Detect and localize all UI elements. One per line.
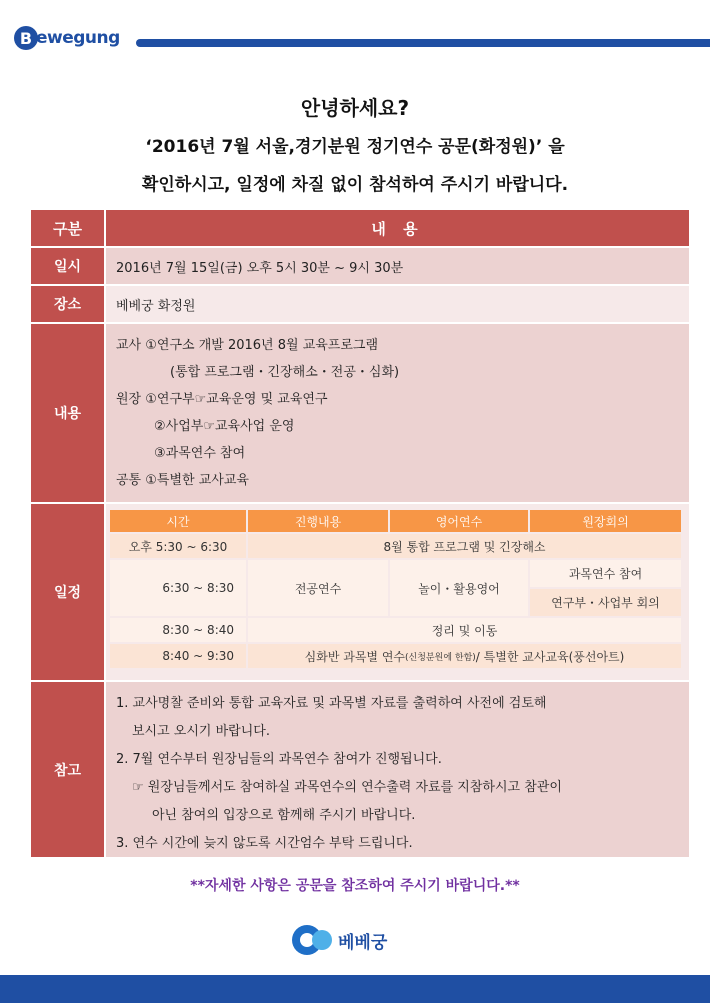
schedule-director-1: 과목연수 참여 bbox=[530, 560, 681, 587]
schedule-major: 전공연수 bbox=[248, 560, 388, 616]
schedule-time: 8:30 ~ 8:40 bbox=[110, 618, 246, 642]
bebegung-logo-text: 베베궁 bbox=[338, 932, 388, 953]
schedule-time: 6:30 ~ 8:30 bbox=[110, 560, 246, 616]
content-line: 교사 ①연구소 개발 2016년 8월 교육프로그램 bbox=[116, 338, 379, 353]
bebegung-logo bbox=[292, 925, 387, 955]
reference-line: ☞ 원장님들께서도 참여하실 과목연수의 연수출력 자료를 지참하시고 참관이 bbox=[132, 780, 562, 795]
reference-label: 참고 bbox=[31, 682, 104, 857]
content-label: 내용 bbox=[31, 324, 104, 502]
bottom-bar bbox=[0, 975, 710, 1003]
reference-line: 3. 연수 시간에 늦지 않도록 시간엄수 부탁 드립니다. bbox=[116, 836, 413, 851]
page-header bbox=[0, 0, 710, 70]
schedule-content bbox=[248, 644, 681, 668]
header-bar bbox=[136, 39, 710, 47]
place-label: 장소 bbox=[31, 286, 104, 322]
reference-line: 아닌 참여의 입장으로 함께해 주시기 바랍니다. bbox=[152, 808, 416, 823]
schedule-table bbox=[110, 510, 681, 670]
content-cell bbox=[106, 324, 689, 502]
place-value: 베베궁 화정원 bbox=[116, 299, 196, 314]
logo-dot-icon bbox=[312, 930, 332, 950]
reference-line: 2. 7월 연수부터 원장님들의 과목연수 참여가 진행됩니다. bbox=[116, 752, 442, 767]
footer-note: **자세한 사항은 공문을 참조하여 주시기 바랍니다.** bbox=[190, 878, 520, 894]
bewegung-logo bbox=[14, 26, 120, 50]
place-row bbox=[31, 286, 689, 322]
content-line: 공통 ①특별한 교사교육 bbox=[116, 473, 249, 488]
content-line: (통합 프로그램・긴장해소・전공・심화) bbox=[170, 365, 400, 380]
schedule-content: 8월 통합 프로그램 및 긴장해소 bbox=[248, 534, 681, 558]
header-content: 내 용 bbox=[106, 210, 689, 246]
content-row bbox=[31, 324, 689, 502]
schedule-english: 놀이・활용영어 bbox=[390, 560, 528, 616]
reference-row bbox=[31, 682, 689, 857]
place-cell bbox=[106, 286, 689, 322]
logo-text: ewegung bbox=[36, 28, 120, 48]
content-line: ②사업부☞교육사업 운영 bbox=[154, 419, 295, 434]
header-category: 구분 bbox=[31, 210, 104, 246]
schedule-time: 8:40 ~ 9:30 bbox=[110, 644, 246, 668]
logo-letter: B bbox=[14, 26, 38, 50]
date-value: 2016년 7월 15일(금) 오후 5시 30분 ~ 9시 30분 bbox=[116, 261, 404, 276]
reference-cell bbox=[106, 682, 689, 857]
date-row bbox=[31, 248, 689, 284]
schedule-header-director: 원장회의 bbox=[530, 510, 681, 532]
schedule-header-time: 시간 bbox=[110, 510, 246, 532]
table-header-row bbox=[31, 210, 689, 246]
date-cell bbox=[106, 248, 689, 284]
notice-title: ‘2016년 7월 서울,경기분원 정기연수 공문(화정원)’ 을 bbox=[145, 137, 565, 157]
schedule-director-2: 연구부・사업부 회의 bbox=[530, 589, 681, 616]
notice-subtitle: 확인하시고, 일정에 차질 없이 참석하여 주시기 바랍니다. bbox=[141, 175, 569, 195]
date-label: 일시 bbox=[31, 248, 104, 284]
schedule-time: 오후 5:30 ~ 6:30 bbox=[110, 534, 246, 558]
schedule-content-a: 심화반 과목별 연수 bbox=[304, 649, 406, 664]
content-line: 원장 ①연구부☞교육운영 및 교육연구 bbox=[116, 392, 328, 407]
schedule-content-b: / 특별한 교사교육(풍선아트) bbox=[475, 649, 625, 664]
schedule-header-content: 진행내용 bbox=[248, 510, 388, 532]
reference-line: 1. 교사명찰 준비와 통합 교육자료 및 과목별 자료를 출력하여 사전에 검토해 bbox=[116, 696, 547, 711]
reference-line: 보시고 오시기 바랍니다. bbox=[132, 724, 270, 739]
schedule-content: 정리 및 이동 bbox=[248, 618, 681, 642]
schedule-label: 일정 bbox=[31, 504, 104, 680]
content-line: ③과목연수 참여 bbox=[154, 446, 246, 461]
schedule-content-note: (신청분원에 한함) bbox=[405, 652, 476, 663]
schedule-header-english: 영어연수 bbox=[390, 510, 528, 532]
greeting: 안녕하세요? bbox=[300, 96, 410, 120]
